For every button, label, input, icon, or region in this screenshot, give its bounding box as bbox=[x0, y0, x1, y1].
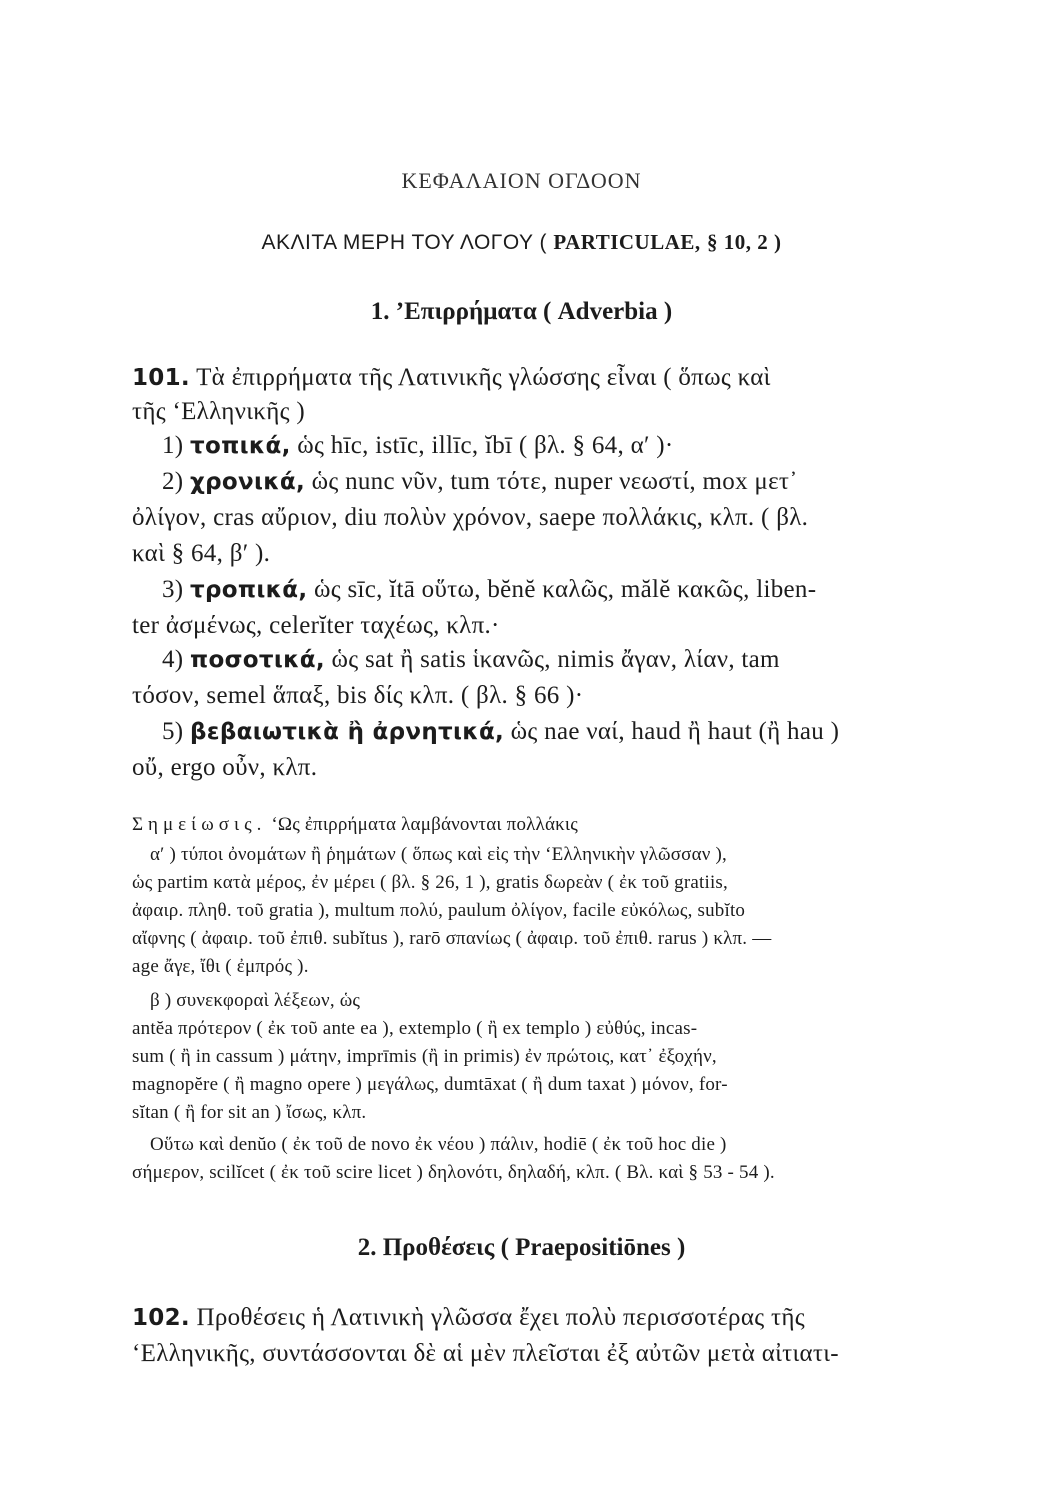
section-1-heading: 1. ’Επιρρήματα ( Adverbia ) bbox=[370, 298, 673, 325]
subtitle-latin: PARTICULAE, bbox=[553, 230, 701, 254]
item-2-line-3: καὶ § 64, β′ ). bbox=[132, 540, 271, 567]
para-101-text: Τὰ ἐπιρρήματα τῆς Λατινικῆς γλώσσης εἶναι ( ὅπως καὶ bbox=[196, 364, 771, 391]
note-also-line: Οὕτω καὶ denŭo ( ἐκ τοῦ de novo ἐκ νέου ) πάλιν, hodiē ( ἐκ τοῦ hoc die ) bbox=[150, 1134, 727, 1155]
note-intro: ‘Ως ἐπιρρήματα λαμβάνονται πολλάκις bbox=[271, 814, 578, 835]
para-101-line-1 bbox=[132, 364, 908, 392]
item-3-num: 3) bbox=[162, 576, 184, 603]
note-alpha-line: αἴφνης ( ἀφαιρ. τοῦ ἐπιθ. subĭtus ), rarō σπανίως ( ἀφαιρ. τοῦ ἐπιθ. rarus ) κλπ. — bbox=[132, 928, 772, 949]
item-5-num: 5) bbox=[162, 718, 184, 745]
item-1 bbox=[162, 432, 908, 460]
note-beta-line: magnopĕre ( ἢ magno opere ) μεγάλως, dumtāxat ( ἢ dum taxat ) μόνον, for- bbox=[132, 1074, 728, 1095]
item-2-num: 2) bbox=[162, 468, 184, 495]
note-alpha-line: α′ ) τύποι ὀνομάτων ἢ ῥημάτων ( ὅπως καὶ εἰς τὴν ‘Ελληνικὴν γλῶσσαν ), bbox=[150, 844, 727, 865]
note-beta-intro: β ) συνεκφοραὶ λέξεων, ὡς bbox=[150, 990, 361, 1011]
note-also-line: σήμερον, scilĭcet ( ἐκ τοῦ scire licet ) δηλονότι, δηλαδή, κλπ. ( Βλ. καὶ § 53 - 54 ). bbox=[132, 1162, 775, 1183]
item-3-line-1 bbox=[162, 576, 908, 604]
item-5-text: ὡς nae ναί, haud ἢ haut (ἢ hau ) bbox=[510, 718, 840, 745]
item-3-text: ὡς sīc, ĭtā οὕτω, bĕnĕ καλῶς, mălĕ κακῶς, liben- bbox=[313, 576, 817, 603]
item-4-line-2: τόσον, semel ἅπαξ, bis δίς κλπ. ( βλ. § 66 )· bbox=[132, 682, 584, 709]
item-4-text: ὡς sat ἢ satis ἱκανῶς, nimis ἄγαν, λίαν, tam bbox=[331, 646, 780, 673]
para-102-line-2: ‘Ελληνικῆς, συντάσσονται δὲ αἱ μὲν πλεῖσται ἐξ αὐτῶν μετὰ αἰτιατι- bbox=[132, 1340, 839, 1367]
item-2-line-1 bbox=[162, 468, 908, 496]
item-4-term: ποσοτικά, bbox=[190, 647, 325, 673]
para-101-line-2: τῆς ‘Ελληνικῆς ) bbox=[132, 398, 305, 425]
note-alpha-line: ὡς partim κατὰ μέρος, ἐν μέρει ( βλ. § 26, 1 ), gratis δωρεὰν ( ἐκ τοῦ gratiis, bbox=[132, 872, 728, 893]
subtitle-ref: § 10, 2 ) bbox=[706, 230, 782, 254]
subtitle-greek: ΑΚΛΙΤΑ ΜΕΡΗ ΤΟΥ ΛΟΓΟΥ ( bbox=[261, 231, 547, 254]
note-alpha-line: ἀφαιρ. πληθ. τοῦ gratia ), multum πολύ, paulum ὀλίγον, facile εὐκόλως, subĭto bbox=[132, 900, 746, 921]
para-101-number: 101. bbox=[132, 365, 190, 391]
chapter-title: ΚΕΦΑΛΑΙΟΝ ΟΓΔΟΟΝ bbox=[401, 168, 642, 193]
note-beta-line: sĭtan ( ἢ for sit an ) ἴσως, κλπ. bbox=[132, 1102, 367, 1123]
item-3-line-2: ter ἀσμένως, celerĭter ταχέως, κλπ.· bbox=[132, 612, 500, 639]
note-beta-line: sum ( ἢ in cassum ) μάτην, imprīmis (ἢ in primis) ἐν πρώτοις, κατ᾽ ἐξοχήν, bbox=[132, 1046, 717, 1067]
para-102-line-1 bbox=[132, 1304, 908, 1332]
item-4-line-1 bbox=[162, 646, 908, 674]
para-102-text: Προθέσεις ἡ Λατινικὴ γλῶσσα ἔχει πολὺ περισσοτέρας τῆς bbox=[196, 1304, 805, 1331]
item-5-line-2: οὔ, ergo οὖν, κλπ. bbox=[132, 754, 318, 781]
item-3-term: τροπικά, bbox=[190, 577, 308, 603]
note-alpha-line: age ἄγε, ἴθι ( ἐμπρός ). bbox=[132, 956, 309, 977]
item-1-num: 1) bbox=[162, 432, 184, 459]
item-5-term: βεβαιωτικὰ ἢ ἀρνητικά, bbox=[190, 719, 505, 745]
section-2-heading: 2. Προθέσεις ( Praepositiōnes ) bbox=[357, 1234, 686, 1261]
note-label: Σημείωσις. bbox=[132, 814, 267, 835]
note-beta-line: antĕa πρότερον ( ἐκ τοῦ ante ea ), extemplo ( ἢ ex templo ) εὐθύς, incas- bbox=[132, 1018, 698, 1039]
item-1-term: τοπικά, bbox=[190, 433, 291, 459]
item-2-text: ὡς nunc νῦν, tum τότε, nuper νεωστί, mox μετ᾽ bbox=[311, 468, 798, 495]
item-2-term: χρονικά, bbox=[190, 469, 306, 495]
item-5-line-1 bbox=[162, 718, 908, 746]
note-header bbox=[132, 814, 908, 836]
item-1-text: ὡς hīc, istīc, illīc, ĭbī ( βλ. § 64, α′ )· bbox=[297, 432, 674, 459]
item-4-num: 4) bbox=[162, 646, 184, 673]
chapter-subtitle bbox=[0, 230, 1043, 255]
para-102-number: 102. bbox=[132, 1305, 190, 1331]
item-2-line-2: ὀλίγον, cras αὔριον, diu πολὺν χρόνον, saepe πολλάκις, κλπ. ( βλ. bbox=[132, 504, 809, 531]
